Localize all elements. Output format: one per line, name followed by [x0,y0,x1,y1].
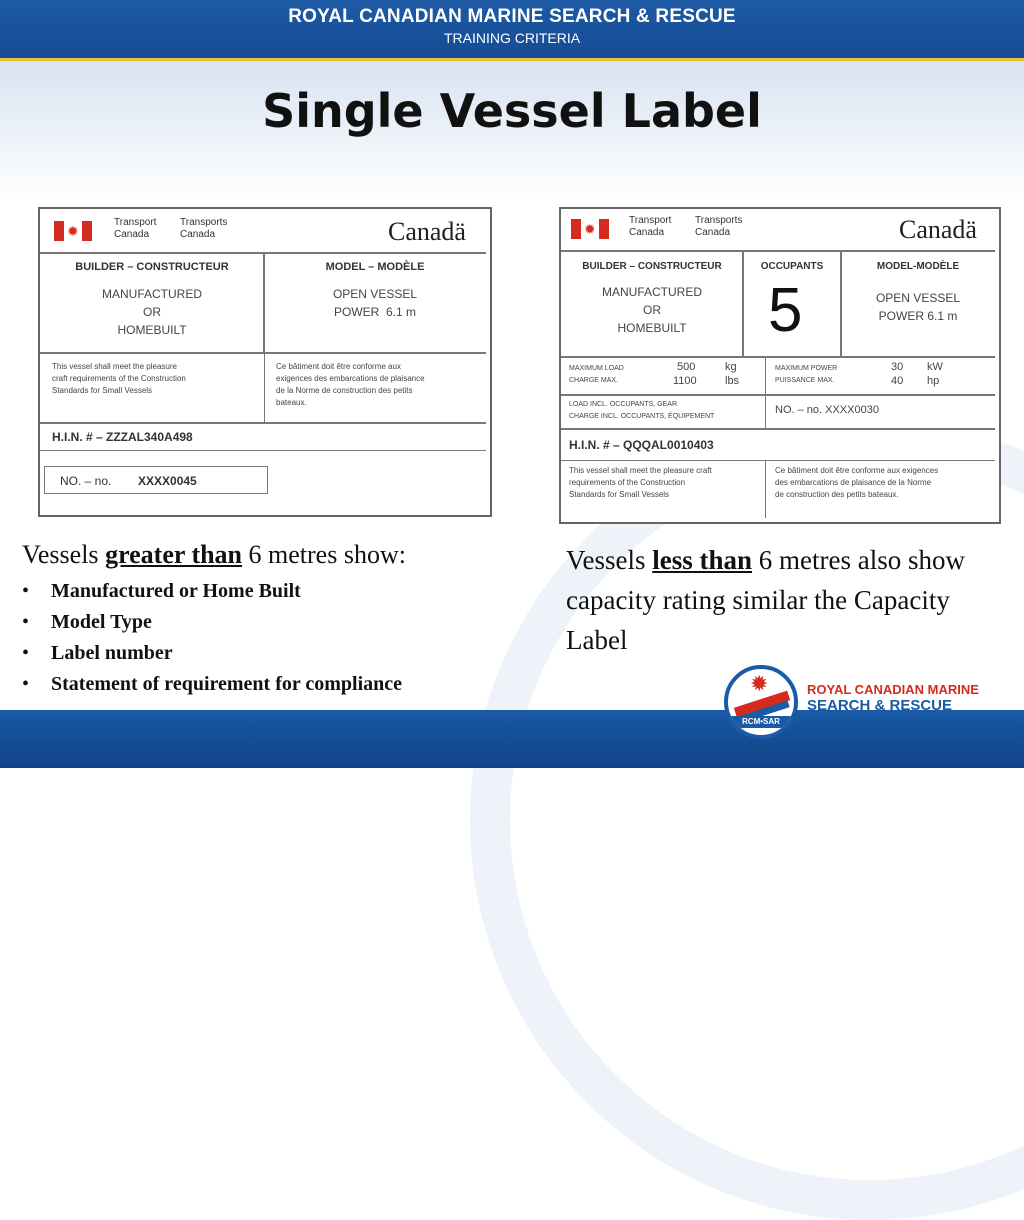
requirements-list [22,576,542,700]
label-number-value: XXXX0045 [138,474,197,488]
logo-line2: SEARCH & RESCUE [807,697,953,714]
canada-flag-icon: ✹ [571,219,609,239]
logo-abbreviation: RCM•SAR [728,716,794,728]
dept-fr: Transports Canada [180,217,228,240]
canada-flag-icon: ✹ [54,221,92,241]
heading-prefix: Vessels [22,540,106,569]
max-load-lbs: 1100 [673,375,697,387]
maple-leaf-icon: ✹ [750,671,769,696]
model-value: OPEN VESSEL POWER 6.1 m [875,291,961,323]
less-than-section [566,540,1016,660]
vessel-label-right [559,207,1001,524]
logo-wordmark [807,682,979,714]
paragraph-prefix: Vessels [566,545,653,575]
max-load-label: MAXIMUM LOAD CHARGE MAX. [569,365,624,384]
max-power-hp-unit: hp [927,375,940,387]
load-incl-text: LOAD INCL. OCCUPANTS, GEAR CHARGE INCL. OCCUPANTS, ÉQUIPEMENT [569,401,715,420]
statement-divider [264,353,265,423]
occupants-heading: OCCUPANTS [760,261,824,272]
vessel-label-left [38,207,492,517]
greater-than-section [22,540,542,700]
model-value: OPEN VESSEL POWER 6.1 m [332,287,418,319]
builder-heading: BUILDER – CONSTRUCTEUR [75,261,229,273]
list-item: • Label number [22,638,542,669]
model-heading: MODEL-MODÈLE [876,261,960,272]
header-title: ROYAL CANADIAN MARINE SEARCH & RESCUE [288,6,736,27]
max-power-kw: 30 [891,361,904,373]
paragraph-suffix: 6 metres also show capacity rating similar the Capacity Label [566,545,965,655]
max-load-kg-unit: kg [725,361,737,373]
label-number-prefix: NO. – no. [60,474,112,488]
rcmsar-logo [724,665,798,739]
paragraph-emphasis: less than [652,545,753,575]
list-item: • Manufactured or Home Built [22,576,542,607]
statement-en: This vessel shall meet the pleasure craft requirements of the Construction Standards for Small Vessels [52,362,186,395]
max-power-hp: 40 [891,375,904,387]
load-incl-divider [765,395,766,429]
max-power-kw-unit: kW [927,361,943,373]
slide-title: Single Vessel Label [262,84,762,138]
max-power-label: MAXIMUM POWER PUISSANCE MAX. [775,365,838,384]
list-item: • Statement of requirement for compliance [22,669,542,700]
statement-en: This vessel shall meet the pleasure craft requirements of the Construction Standards for Small Vessels [569,466,712,499]
heading-emphasis: greater than [105,540,243,569]
hin-number: H.I.N. # – ZZZAL340A498 [52,430,193,444]
list-item: • Model Type [22,607,542,638]
header-subtitle: TRAINING CRITERIA [443,30,581,46]
builder-value: MANUFACTURED OR HOMEBUILT [601,285,702,335]
builder-heading: BUILDER – CONSTRUCTEUR [582,261,722,272]
header-banner [0,0,1024,61]
footer-band [0,710,1024,768]
dept-en: Transport Canada [629,215,672,238]
hin-number: H.I.N. # – QQQAL0010403 [569,438,714,452]
statement-fr: Ce bâtiment doit être conforme aux exigences des embarcations de plaisance de la Norme de construction des petits bateaux. [775,466,939,499]
dept-en: Transport Canada [114,217,157,240]
logo-line1: ROYAL CANADIAN MARINE [807,682,979,697]
canada-wordmark: Canadä [388,217,466,246]
capacity-divider [765,357,766,395]
occupants-value: 5 [768,276,803,345]
heading-suffix: 6 metres show: [242,540,406,569]
model-heading: MODEL – MODÈLE [325,261,425,273]
greater-than-heading [22,540,542,570]
max-load-kg: 500 [677,361,696,373]
statement-divider [765,461,766,518]
max-load-lbs-unit: lbs [725,375,740,387]
dept-fr: Transports Canada [695,215,743,238]
statement-fr: Ce bâtiment doit être conforme aux exigences des embarcations de plaisance de la Norme de construction des petits bateaux. [276,362,425,407]
label-number: NO. – no. XXXX0030 [775,404,879,416]
canada-wordmark: Canadä [899,215,977,244]
builder-value: MANUFACTURED OR HOMEBUILT [101,287,202,337]
